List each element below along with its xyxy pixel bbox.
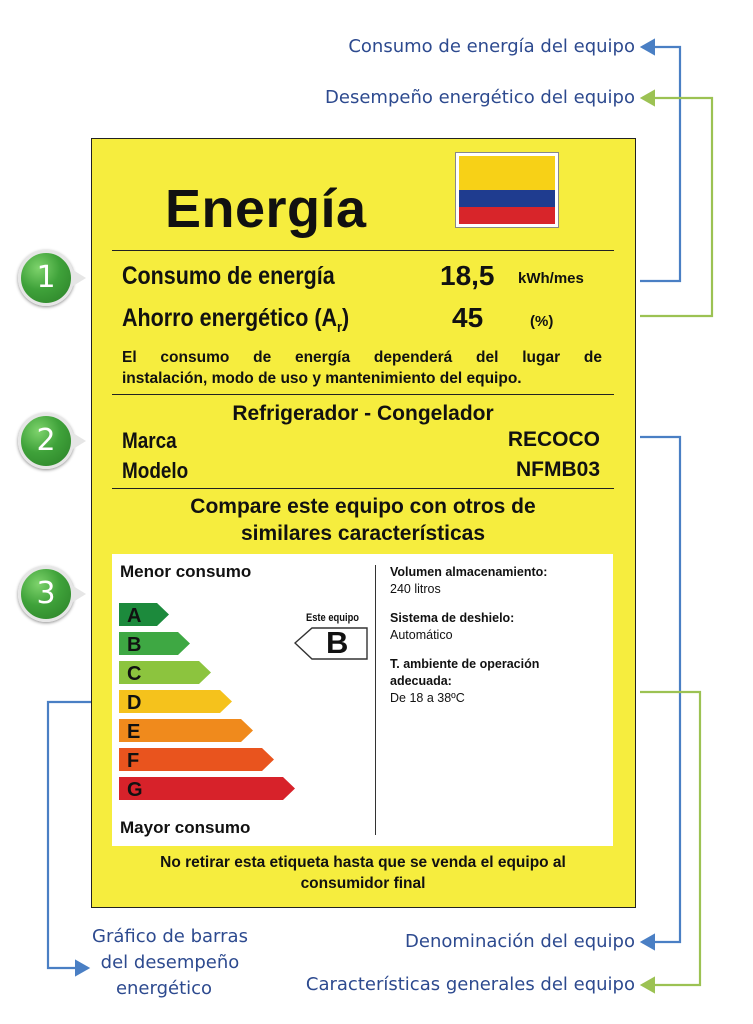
rating-bar-label-a: A: [127, 605, 142, 627]
marca-value: RECOCO: [507, 428, 600, 451]
ahorro-label-text: Ahorro energético (A: [122, 304, 338, 332]
rating-bar-label-f: F: [127, 750, 140, 772]
chart-separator: [375, 565, 376, 835]
marca-label: Marca: [122, 428, 177, 453]
compare-line-1: Compare este equipo con otros de: [190, 495, 536, 518]
footer-line-1: No retirar esta etiqueta hasta que se venda el equipo al: [160, 854, 566, 871]
ahorro-label-close: ): [342, 304, 350, 332]
annotation-caracteristicas: Características generales del equipo: [305, 974, 635, 995]
rating-bar-label-d: D: [127, 692, 142, 714]
mayor-consumo-label: Mayor consumo: [120, 818, 251, 837]
ahorro-label-sub: r: [337, 319, 343, 336]
rating-bar-g: [119, 777, 295, 800]
product-type: Refrigerador - Congelador: [232, 402, 494, 425]
feature-volumen-title: Volumen almacenamiento:: [390, 565, 548, 579]
rating-bar-label-b: B: [127, 634, 142, 656]
this-equipment-indicator: [294, 612, 374, 662]
consumo-unit: kWh/mes: [518, 270, 584, 287]
feature-temperatura-title2: adecuada:: [390, 674, 452, 688]
feature-deshielo-value: Automático: [390, 628, 453, 642]
step-circle-2: 2: [18, 413, 74, 469]
annotation-grafico-line2: del desempeño: [100, 952, 240, 973]
annotation-grafico-line1: Gráfico de barras: [92, 926, 248, 947]
step-circle-3: 3: [18, 566, 74, 622]
feature-deshielo-title: Sistema de deshielo:: [390, 611, 515, 625]
rating-letter: B: [326, 625, 349, 660]
rating-bar-f: [119, 748, 274, 771]
ahorro-unit: (%): [530, 313, 554, 330]
feature-temperatura-title: T. ambiente de operación: [390, 657, 540, 671]
rating-bar-label-e: E: [127, 721, 141, 743]
rating-bar-label-c: C: [127, 663, 142, 685]
este-equipo-label: Este equipo: [306, 612, 359, 624]
footer-line-2: consumidor final: [300, 875, 426, 892]
menor-consumo-label: Menor consumo: [120, 562, 252, 581]
modelo-value: NFMB03: [515, 458, 600, 481]
note-line-2: instalación, modo de uso y mantenimiento del equipo.: [122, 370, 522, 387]
ahorro-value: 45: [452, 302, 484, 333]
note-line-1: El consumo de energía dependerá del lugar de: [122, 349, 602, 366]
rating-bar-label-g: G: [127, 779, 143, 801]
feature-temperatura-value: De 18 a 38ºC: [390, 691, 465, 705]
consumo-value: 18,5: [440, 260, 495, 291]
step-circle-1: 1: [18, 250, 74, 306]
modelo-label: Modelo: [122, 458, 189, 483]
annotation-desempeno: Desempeño energético del equipo: [325, 87, 635, 108]
annotation-denominacion: Denominación del equipo: [405, 931, 635, 952]
annotation-grafico-line3: energético: [115, 978, 213, 999]
annotation-consumo: Consumo de energía del equipo: [348, 36, 635, 57]
feature-volumen-value: 240 litros: [390, 582, 441, 596]
label-title: Energía: [165, 179, 367, 239]
consumo-label: Consumo de energía: [122, 262, 335, 290]
compare-line-2: similares características: [240, 522, 485, 545]
